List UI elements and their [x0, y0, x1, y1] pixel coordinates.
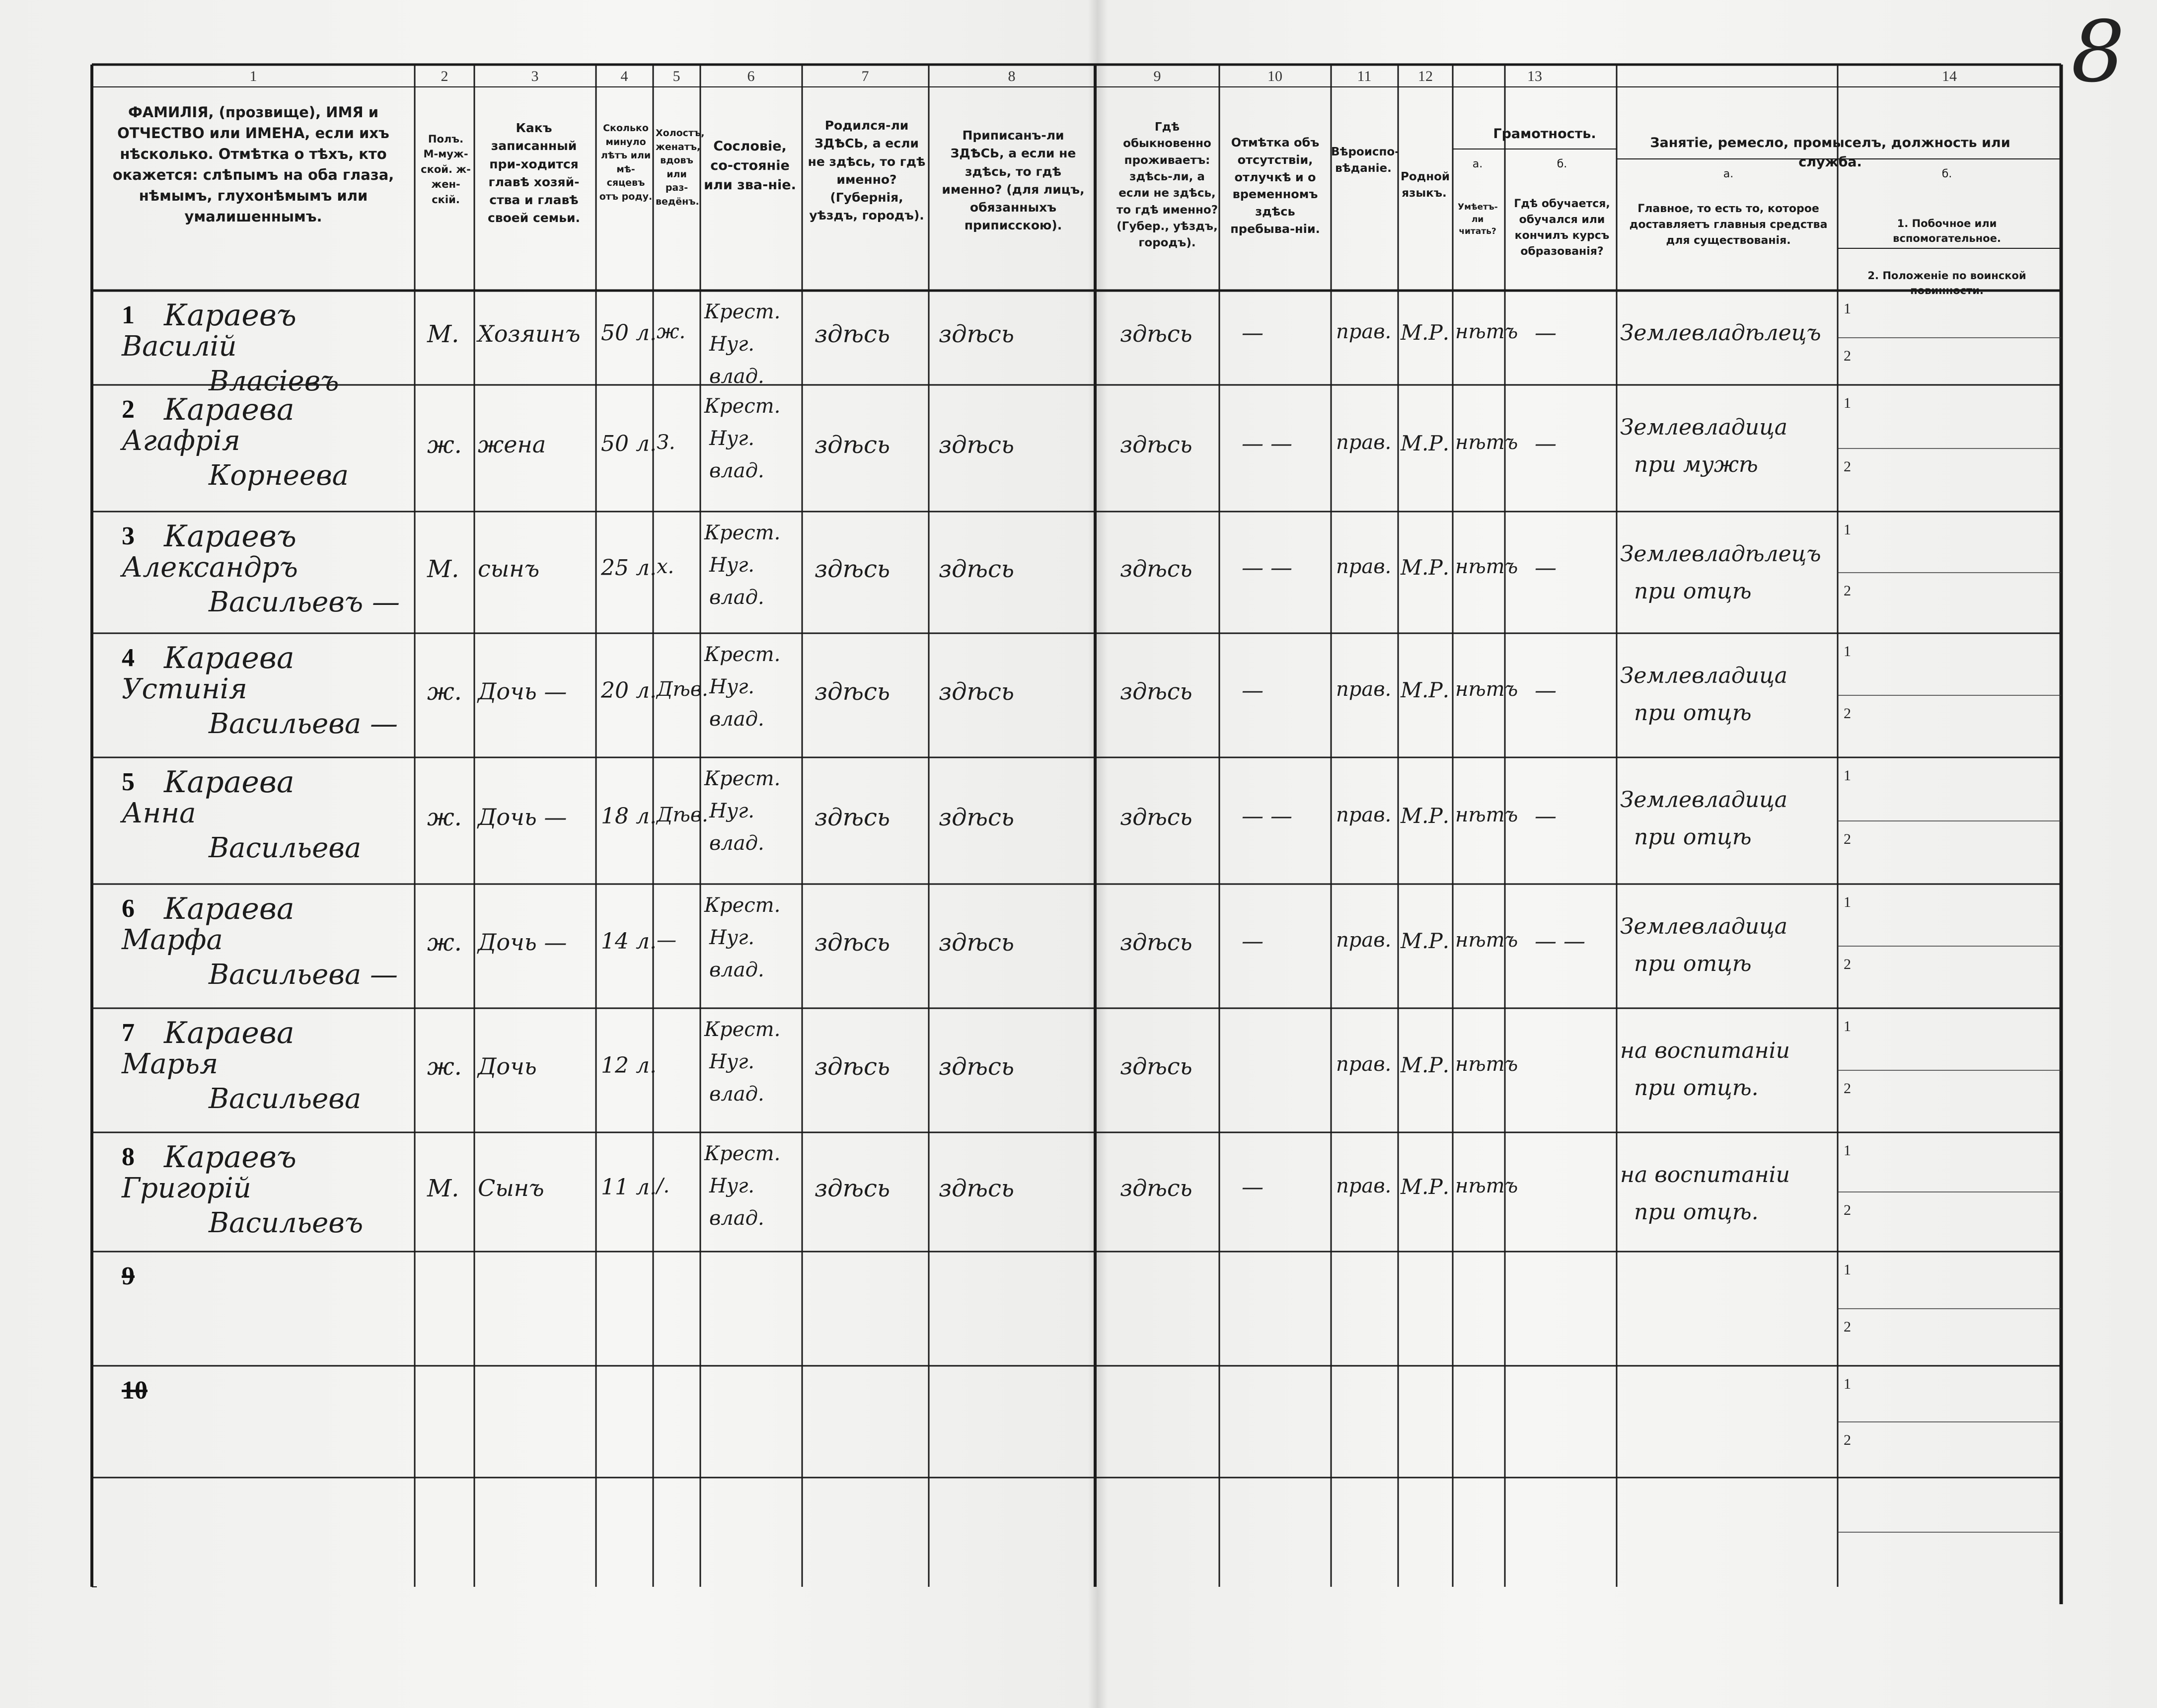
language-text: М.Р.: [1401, 320, 1449, 345]
sex-text: ж.: [427, 929, 462, 957]
occupation-text: на воспитаніи: [1620, 1162, 1790, 1188]
estate-line2-text: Нуг.: [709, 1175, 755, 1197]
sex-text: ж.: [427, 804, 462, 831]
absence-text: —: [1242, 929, 1264, 954]
occupation-text: Землевладица: [1620, 415, 1788, 440]
sex-text: ж.: [427, 678, 462, 706]
estate-line3-text: влад.: [709, 1083, 764, 1106]
sex-text: ж.: [427, 431, 462, 459]
estate-line3-text: влад.: [709, 1207, 764, 1230]
sex-text: М.: [427, 320, 459, 348]
row-number-9: 9: [122, 1262, 135, 1290]
sub-row-label-1: 1: [1844, 300, 1851, 317]
marital-text: З.: [657, 431, 675, 454]
religion-text: прав.: [1336, 1175, 1392, 1197]
header-military-status: 2. Положеніе по воинской повинности.: [1867, 270, 2026, 297]
patronymic-text: Васильева —: [209, 708, 398, 740]
row-number-3: 3: [122, 522, 135, 550]
column-number-2: 2: [441, 68, 448, 84]
header-age: Сколько минуло лѣтъ или мѣ-сяцевъ отъ роду.: [599, 123, 653, 202]
education-text: —: [1535, 555, 1557, 581]
estate-line3-text: влад.: [709, 832, 764, 855]
marital-text: —: [657, 929, 676, 952]
row-number-1: 1: [122, 301, 135, 329]
relation-text: жена: [478, 431, 546, 458]
marital-text: Дѣв.: [657, 678, 708, 701]
literacy-text: нѣтъ: [1455, 555, 1518, 578]
estate-line3-text: влад.: [709, 459, 764, 482]
sub-row-label-1: 1: [1844, 767, 1851, 784]
row-number-5: 5: [122, 768, 135, 796]
header-occupation: Занятіе, ремесло, промыселъ, должность или служба.: [1650, 135, 2010, 170]
given-name-text: Марья: [122, 1048, 219, 1080]
language-text: М.Р.: [1401, 555, 1449, 580]
marital-text: Дѣв.: [657, 804, 708, 826]
header-name: ФАМИЛІЯ, (прозвище), ИМЯ и ОТЧЕСТВО или ИМЕНА, если ихъ нѣсколько. Отмѣтка о тѣхъ, кто окажется: слѣпымъ на оба глаза, нѣмымъ, глухонѣмымъ или умалишеннымъ.: [112, 104, 394, 225]
header-education: Гдѣ обучается, обучался или кончилъ курсъ образованія?: [1514, 198, 1610, 258]
education-text: — —: [1535, 929, 1585, 954]
estate-line2-text: Нуг.: [709, 675, 755, 698]
religion-text: прав.: [1336, 804, 1392, 826]
header-occupation-a: а.: [1723, 168, 1734, 180]
religion-text: прав.: [1336, 320, 1392, 343]
column-number-11: 11: [1357, 68, 1372, 84]
age-text: 20 л.: [601, 678, 657, 703]
header-estate: Сословіе, со-стояніе или зва-ніе.: [704, 139, 796, 193]
header-can-read: Умѣетъ-ли читать?: [1458, 202, 1498, 237]
sub-row-label-2: 2: [1844, 458, 1851, 475]
age-text: 50 л.: [601, 320, 657, 346]
header-literacy: Грамотность.: [1493, 126, 1596, 142]
header-language: Родной языкъ.: [1401, 170, 1450, 200]
sub-row-label-1: 1: [1844, 1262, 1851, 1278]
estate-line2-text: Нуг.: [709, 333, 755, 356]
column-number-13: 13: [1527, 68, 1542, 84]
birthplace-text: здѣсь: [815, 431, 890, 459]
registration-text: здѣсь: [939, 555, 1014, 583]
residence-text: здѣсь: [1120, 1175, 1192, 1201]
relation-text: Дочь —: [478, 804, 567, 830]
occupation-line2-text: при отцѣ: [1634, 824, 1752, 850]
patronymic-text: Власiевъ: [209, 365, 339, 397]
occupation-text: Землевладѣлецъ: [1620, 541, 1821, 567]
surname-text: Караева: [164, 891, 295, 926]
surname-text: Караева: [164, 1016, 295, 1050]
religion-text: прав.: [1336, 555, 1392, 578]
surname-text: Караева: [164, 765, 295, 800]
column-number-1: 1: [249, 68, 257, 84]
column-number-6: 6: [747, 68, 755, 84]
column-number-3: 3: [531, 68, 539, 84]
surname-text: Караевъ: [164, 519, 297, 554]
column-number-7: 7: [861, 68, 869, 84]
row-number-2: 2: [122, 395, 135, 424]
age-text: 18 л.: [601, 804, 657, 829]
given-name-text: Марфа: [122, 924, 223, 956]
occupation-text: Землевладѣлецъ: [1620, 320, 1821, 346]
header-absence: Отмѣтка объ отсутствіи, отлучкѣ и о временномъ здѣсь пребыва-ніи.: [1230, 136, 1320, 236]
estate-line3-text: влад.: [709, 586, 764, 609]
column-number-10: 10: [1267, 68, 1282, 84]
estate-line2-text: Нуг.: [709, 1050, 755, 1073]
residence-text: здѣсь: [1120, 320, 1192, 347]
sex-text: М.: [427, 555, 459, 583]
estate-text: Крест.: [704, 767, 781, 790]
sub-row-label-1: 1: [1844, 395, 1851, 411]
header-occupation-b: б.: [1941, 168, 1952, 180]
registration-text: здѣсь: [939, 804, 1014, 831]
literacy-text: нѣтъ: [1455, 929, 1518, 952]
literacy-text: нѣтъ: [1455, 320, 1518, 343]
occupation-line2-text: при отцѣ.: [1634, 1075, 1759, 1101]
header-birthplace: Родился-ли ЗДѢСЬ, а если не здѣсь, то гдѣ именно? (Губернія, уѣздъ, городъ).: [808, 118, 926, 223]
relation-text: Дочь —: [478, 929, 567, 956]
column-number-4: 4: [620, 68, 628, 84]
occupation-text: Землевладица: [1620, 663, 1788, 688]
sub-row-label-2: 2: [1844, 705, 1851, 722]
language-text: М.Р.: [1401, 804, 1449, 828]
literacy-text: нѣтъ: [1455, 804, 1518, 826]
sub-row-label-2: 2: [1844, 1202, 1851, 1218]
surname-text: Караевъ: [164, 298, 297, 333]
marital-text: /.: [657, 1175, 670, 1197]
absence-text: —: [1242, 320, 1264, 346]
column-number-14: 14: [1942, 68, 1957, 84]
age-text: 25 л.: [601, 555, 657, 581]
literacy-text: нѣтъ: [1455, 678, 1518, 701]
occupation-line2-text: при отцѣ: [1634, 579, 1752, 604]
row-number-4: 4: [122, 644, 135, 672]
header-registration: Приписанъ-ли ЗДѢСЬ, а если не здѣсь, то гдѣ именно? (для лицъ, обязанныхъ приписскою).: [942, 128, 1085, 233]
patronymic-text: Васильева: [209, 832, 362, 864]
literacy-text: нѣтъ: [1455, 1175, 1518, 1197]
given-name-text: Агафрія: [122, 425, 240, 457]
column-number-8: 8: [1008, 68, 1016, 84]
relation-text: Хозяинъ: [478, 320, 581, 347]
absence-text: — —: [1242, 804, 1292, 829]
absence-text: —: [1242, 678, 1264, 703]
relation-text: Дочь: [478, 1053, 537, 1080]
sex-text: М.: [427, 1175, 459, 1202]
header-religion: Вѣроиспо-вѣданіе.: [1331, 146, 1400, 175]
occupation-text: Землевладица: [1620, 787, 1788, 813]
relation-text: сынъ: [478, 555, 540, 582]
sub-row-label-1: 1: [1844, 521, 1851, 538]
age-text: 50 л.: [601, 431, 657, 456]
estate-line2-text: Нуг.: [709, 427, 755, 450]
sub-row-label-2: 2: [1844, 831, 1851, 847]
religion-text: прав.: [1336, 1053, 1392, 1076]
occupation-text: на воспитаніи: [1620, 1038, 1790, 1063]
estate-text: Крест.: [704, 894, 781, 917]
religion-text: прав.: [1336, 929, 1392, 952]
age-text: 14 л.: [601, 929, 657, 954]
sub-row-label-2: 2: [1844, 348, 1851, 364]
header-literacy-a: а.: [1472, 158, 1483, 170]
birthplace-text: здѣсь: [815, 678, 890, 706]
birthplace-text: здѣсь: [815, 804, 890, 831]
birthplace-text: здѣсь: [815, 320, 890, 348]
estate-text: Крест.: [704, 1142, 781, 1165]
registration-text: здѣсь: [939, 1175, 1014, 1202]
row-number-6: 6: [122, 894, 135, 923]
header-relation: Какъ записанный при-ходится главѣ хозяй-ства и главѣ своей семьи.: [487, 121, 581, 225]
occupation-line2-text: при отцѣ: [1634, 700, 1752, 726]
absence-text: — —: [1242, 431, 1292, 456]
literacy-text: нѣтъ: [1455, 1053, 1518, 1076]
estate-line3-text: влад.: [709, 708, 764, 731]
residence-text: здѣсь: [1120, 804, 1192, 830]
row-number-10: 10: [122, 1376, 148, 1405]
registration-text: здѣсь: [939, 929, 1014, 957]
education-text: —: [1535, 804, 1557, 829]
sub-row-label-2: 2: [1844, 1432, 1851, 1448]
religion-text: прав.: [1336, 678, 1392, 701]
sub-row-label-2: 2: [1844, 956, 1851, 972]
language-text: М.Р.: [1401, 431, 1449, 455]
patronymic-text: Васильевъ —: [209, 586, 400, 618]
patronymic-text: Васильева —: [209, 959, 398, 991]
sub-row-label-1: 1: [1844, 1376, 1851, 1392]
estate-text: Крест.: [704, 643, 781, 666]
surname-text: Караева: [164, 392, 295, 427]
estate-line2-text: Нуг.: [709, 926, 755, 949]
occupation-line2-text: при мужѣ: [1634, 452, 1758, 477]
estate-line3-text: влад.: [709, 365, 764, 388]
birthplace-text: здѣсь: [815, 1053, 890, 1081]
language-text: М.Р.: [1401, 1175, 1449, 1199]
patronymic-text: Корнеева: [209, 459, 349, 492]
marital-text: х.: [657, 555, 674, 578]
residence-text: здѣсь: [1120, 1053, 1192, 1080]
birthplace-text: здѣсь: [815, 555, 890, 583]
given-name-text: Александръ: [122, 551, 298, 584]
absence-text: —: [1242, 1175, 1264, 1200]
registration-text: здѣсь: [939, 678, 1014, 706]
header-marital: Холостъ, женатъ, вдовъ или раз-ведёнъ.: [656, 128, 705, 207]
estate-line3-text: влад.: [709, 959, 764, 981]
language-text: М.Р.: [1401, 678, 1449, 702]
religion-text: прав.: [1336, 431, 1392, 454]
relation-text: Дочь —: [478, 678, 567, 705]
age-text: 11 л.: [601, 1175, 657, 1200]
sub-row-label-1: 1: [1844, 894, 1851, 910]
age-text: 12 л.: [601, 1053, 657, 1078]
header-main-occupation: Главное, то есть то, которое доставляетъ главныя средства для существованія.: [1629, 203, 1828, 247]
residence-text: здѣсь: [1120, 431, 1192, 458]
given-name-text: Василій: [122, 330, 237, 363]
occupation-text: Землевладица: [1620, 914, 1788, 939]
sub-row-label-1: 1: [1844, 643, 1851, 660]
registration-text: здѣсь: [939, 320, 1014, 348]
absence-text: — —: [1242, 555, 1292, 581]
header-sex: Полъ. М-муж-ской. ж-жен-скій.: [421, 133, 471, 206]
occupation-line2-text: при отцѣ.: [1634, 1199, 1759, 1225]
residence-text: здѣсь: [1120, 678, 1192, 705]
registration-text: здѣсь: [939, 431, 1014, 459]
estate-text: Крест.: [704, 300, 781, 323]
language-text: М.Р.: [1401, 929, 1449, 953]
occupation-line2-text: при отцѣ: [1634, 951, 1752, 976]
header-side-occupation: 1. Побочное или вспомогательное.: [1893, 218, 2001, 245]
estate-line2-text: Нуг.: [709, 800, 755, 822]
surname-text: Караева: [164, 641, 295, 675]
patronymic-text: Васильева: [209, 1083, 362, 1115]
birthplace-text: здѣсь: [815, 929, 890, 957]
given-name-text: Григорій: [122, 1172, 251, 1204]
sub-row-label-1: 1: [1844, 1142, 1851, 1159]
sex-text: ж.: [427, 1053, 462, 1081]
given-name-text: Анна: [122, 797, 196, 829]
estate-line2-text: Нуг.: [709, 554, 755, 577]
header-residence: Гдѣ обыкновенно проживаетъ: здѣсь-ли, а если не здѣсь, то гдѣ именно? (Губер., уѣздъ, городъ).: [1116, 121, 1218, 250]
estate-text: Крест.: [704, 1018, 781, 1041]
residence-text: здѣсь: [1120, 555, 1192, 582]
column-number-12: 12: [1418, 68, 1433, 84]
marital-text: ж.: [657, 320, 686, 343]
row-number-8: 8: [122, 1143, 135, 1171]
given-name-text: Устинія: [122, 673, 247, 705]
education-text: —: [1535, 431, 1557, 456]
column-number-5: 5: [672, 68, 680, 84]
language-text: М.Р.: [1401, 1053, 1449, 1077]
relation-text: Сынъ: [478, 1175, 544, 1201]
column-number-9: 9: [1153, 68, 1161, 84]
patronymic-text: Васильевъ: [209, 1207, 364, 1239]
page-number-mark: 8: [2071, 3, 2125, 101]
sub-row-label-2: 2: [1844, 1080, 1851, 1097]
education-text: —: [1535, 678, 1557, 703]
row-number-7: 7: [122, 1019, 135, 1047]
surname-text: Караевъ: [164, 1140, 297, 1175]
sub-row-label-2: 2: [1844, 583, 1851, 599]
education-text: —: [1535, 320, 1557, 346]
literacy-text: нѣтъ: [1455, 431, 1518, 454]
header-literacy-b: б.: [1557, 158, 1567, 170]
sub-row-label-2: 2: [1844, 1319, 1851, 1335]
estate-text: Крест.: [704, 395, 781, 418]
estate-text: Крест.: [704, 521, 781, 544]
birthplace-text: здѣсь: [815, 1175, 890, 1202]
residence-text: здѣсь: [1120, 929, 1192, 956]
sub-row-label-1: 1: [1844, 1018, 1851, 1035]
registration-text: здѣсь: [939, 1053, 1014, 1081]
